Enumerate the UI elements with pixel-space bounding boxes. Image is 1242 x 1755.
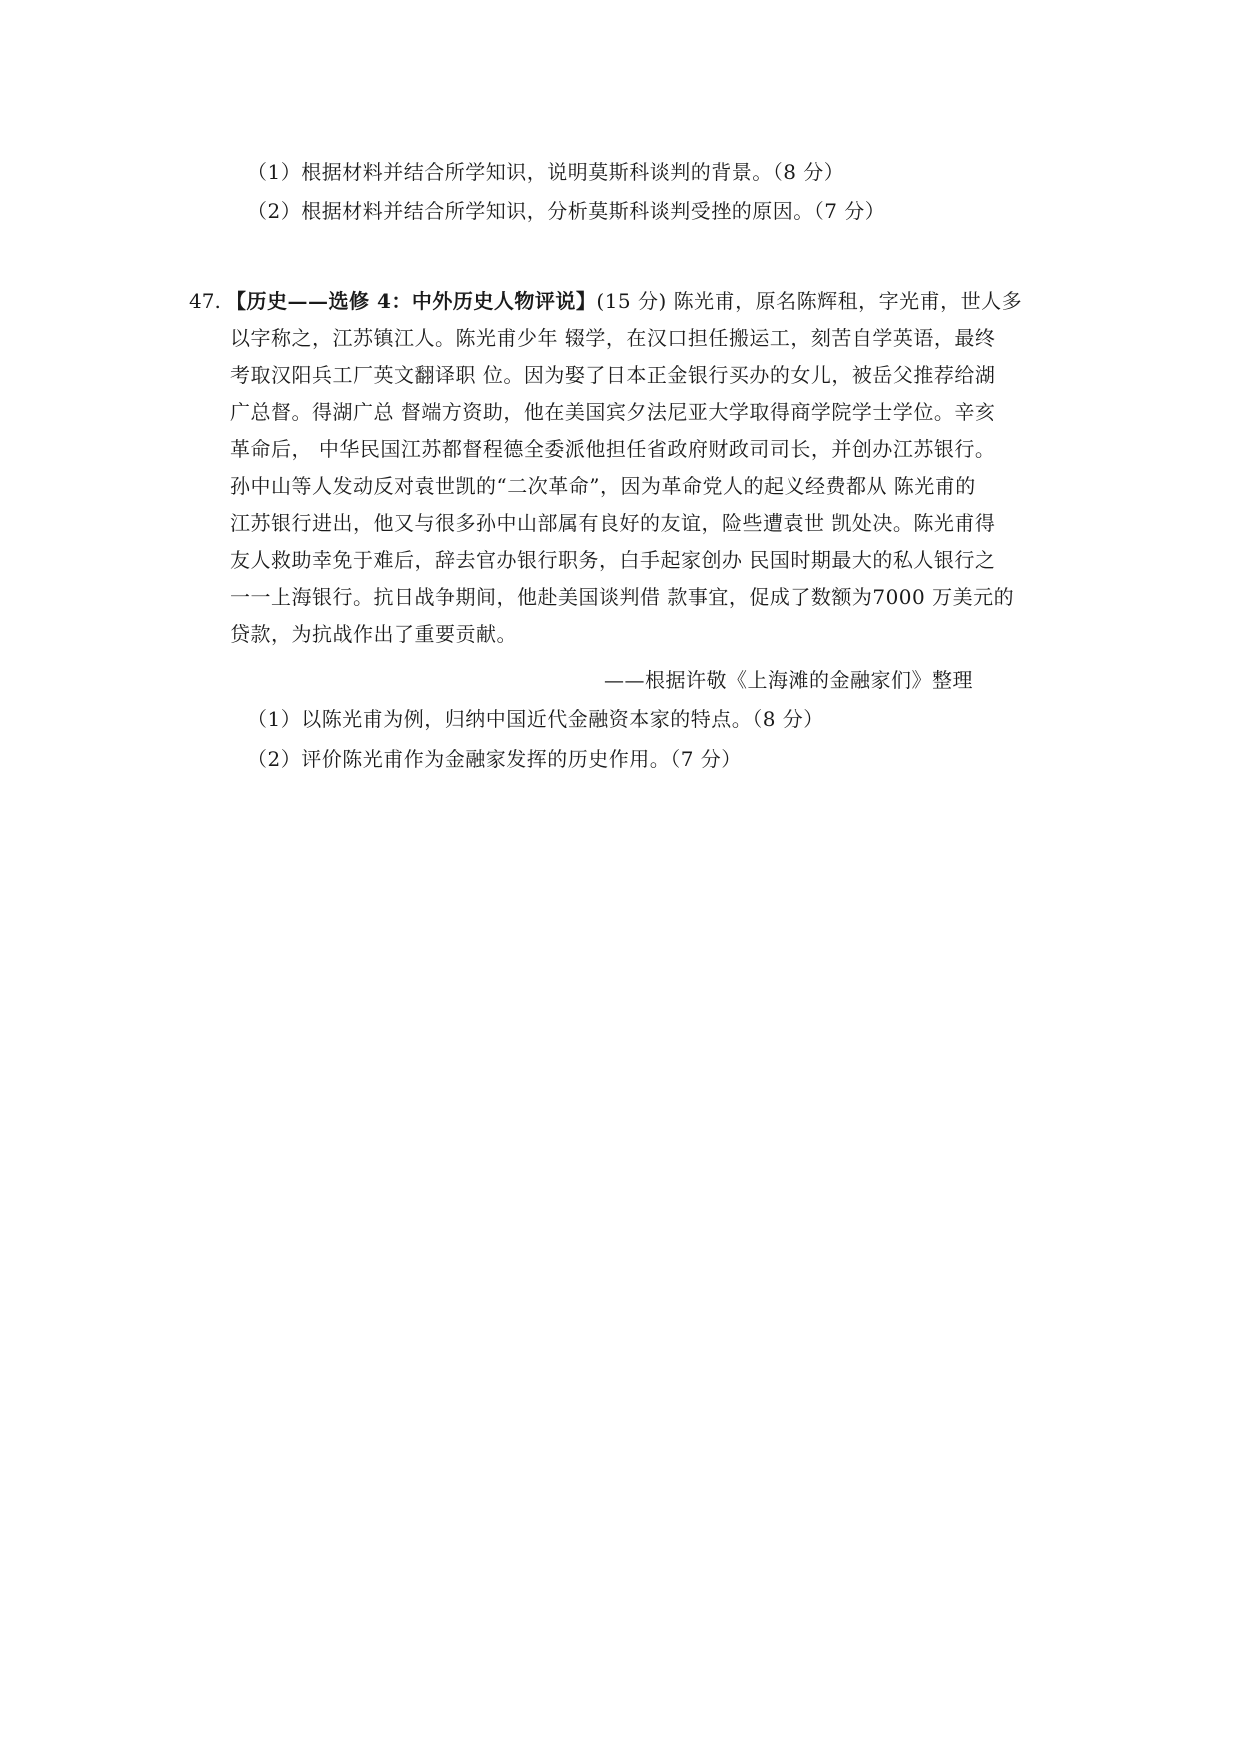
passage-line-9: 一一上海银行。抗日战争期间，他赴美国谈判借 款事宜，促成了数额为7000 万美元的 (230, 585, 1015, 609)
subquestion-1: （1）以陈光甫为例，归纳中国近代金融资本家的特点。（8 分） (247, 707, 824, 731)
passage-line-8: 友人救助幸免于难后，辞去官办银行职务，白手起家创办 民国时期最大的私人银行之 (230, 548, 996, 572)
passage-line-4: 广总督。得湖广总 督端方资助，他在美国宾夕法尼亚大学取得商学院学士学位。辛亥 (230, 400, 996, 424)
question-number: 47. (189, 289, 221, 313)
passage-line-3: 考取汉阳兵工厂英文翻译职 位。因为娶了日本正金银行买办的女儿，被岳父推荐给湖 (230, 363, 996, 387)
passage-line-2: 以字称之，江苏镇江人。陈光甫少年 辍学，在汉口担任搬运工，刻苦自学英语，最终 (230, 326, 996, 350)
passage-line-6: 孙中山等人发动反对袁世凯的“二次革命”，因为革命党人的起义经费都从 陈光甫的 (230, 474, 976, 498)
prev-subquestion-1: （1）根据材料并结合所学知识，说明莫斯科谈判的背景。（8 分） (247, 160, 845, 184)
prev-subquestion-2: （2）根据材料并结合所学知识，分析莫斯科谈判受挫的原因。（7 分） (247, 199, 886, 223)
passage-line-5: 革命后， 中华民国江苏都督程德全委派他担任省政府财政司司长，并创办江苏银行。 (230, 437, 996, 461)
passage-line-10: 贷款，为抗战作出了重要贡献。 (230, 622, 517, 646)
passage-line-7: 江苏银行进出，他又与很多孙中山部属有良好的友谊，险些遭袁世 凯处决。陈光甫得 (230, 511, 996, 535)
question-header (226, 287, 1022, 315)
source-citation: ——根据许敬《上海滩的金融家们》整理 (604, 668, 973, 692)
question-title: 【历史——选修 4：中外历史人物评说】 (226, 289, 597, 313)
question-score: (15 分) (596, 289, 667, 313)
passage-line-1: 陈光甫，原名陈辉租，字光甫，世人多 (673, 289, 1023, 313)
subquestion-2: （2）评价陈光甫作为金融家发挥的历史作用。（7 分） (247, 747, 742, 771)
